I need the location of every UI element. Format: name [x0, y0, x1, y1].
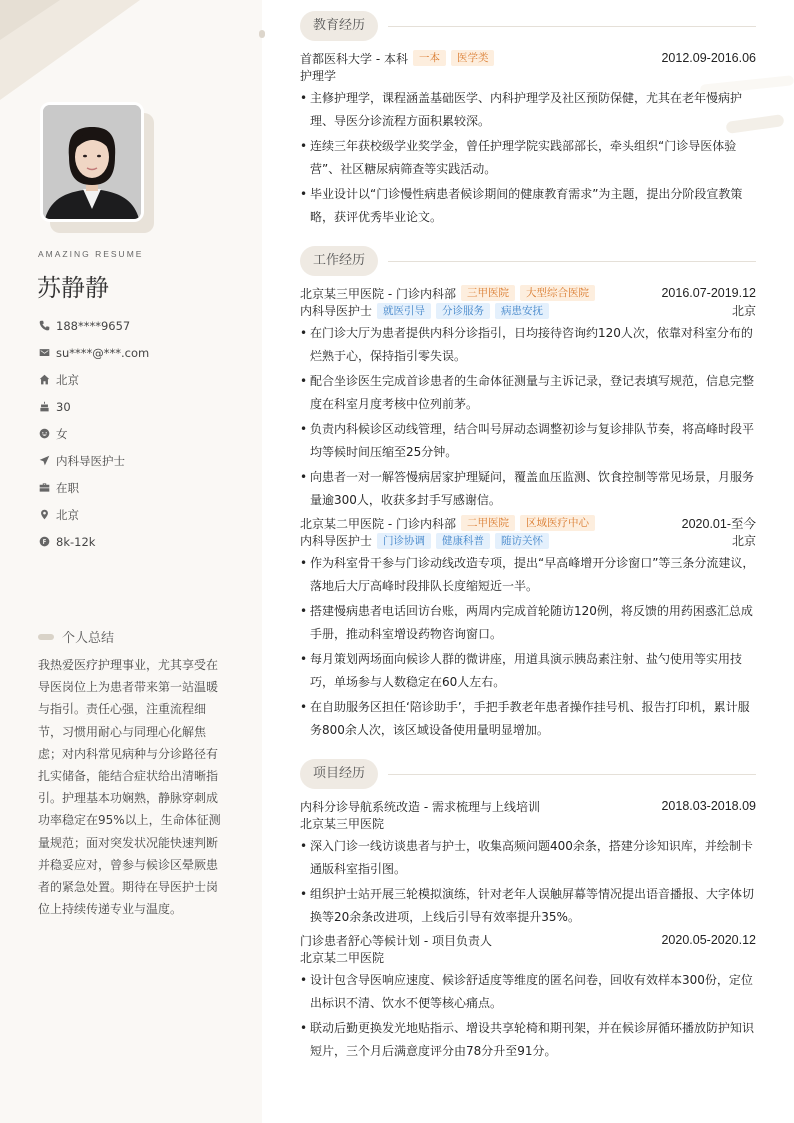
work-company: 北京某二甲医院 - 门诊内科部 [300, 516, 456, 531]
work-company-tag: 三甲医院 [461, 285, 515, 301]
project-entry-header [300, 931, 756, 949]
section-work-header [300, 246, 756, 276]
section-education-header [300, 11, 756, 41]
summary-text: 我热爱医疗护理事业，尤其享受在导医岗位上为患者带来第一站温暖与指引。责任心强，注重流程细节，习惯用耐心与同理心化解焦虑；对内科常见病种与分诊路径有扎实储备，能结合症状给出清晰指引。护理基本功娴熟，静脉穿刺成功率稳定在95%以上，生命体征测量规范；面对突发状况能快速判断并稳妥应对，曾参与候诊区晕厥患者的紧急处置。期待在导医护士岗位上持续传递专业与温度。 [38, 658, 221, 917]
portrait-image [43, 105, 141, 219]
section-divider [388, 261, 756, 262]
work-company-tag: 二甲医院 [461, 515, 515, 531]
decor-dot [259, 30, 265, 38]
list-item: • 深入门诊一线访谈患者与护士，收集高频问题400余条，搭建分诊知识库，并绘制卡通版科室指引图。 [300, 835, 756, 880]
info-home [38, 366, 248, 393]
education-entry-header [300, 49, 756, 67]
project-bullets [300, 969, 756, 1062]
work-bullets [300, 322, 756, 511]
info-home-text: 北京 [56, 372, 79, 387]
list-item: • 在自助服务区担任‘陪诊助手’，手把手教老年患者操作挂号机、报告打印机，累计服务800余人次，该区域设备使用量明显增加。 [300, 696, 756, 741]
contact-info-list [38, 312, 248, 555]
info-salary-text: 8k-12k [56, 534, 96, 549]
work-entry [300, 514, 756, 741]
main-content [300, 11, 756, 1080]
list-item: • 在门诊大厅为患者提供内科分诊指引，日均接待咨询约120人次，依靠对科室分布的烂熟于心，保持指引零失误。 [300, 322, 756, 367]
list-item: • 搭建慢病患者电话回访台账，两周内完成首轮随访120例，将反馈的用药困惑汇总成手册，推动科室增设药物咨询窗口。 [300, 600, 756, 645]
education-bullets [300, 87, 756, 228]
list-item: • 作为科室骨干参与门诊动线改造专项，提出“早高峰增开分诊窗口”等三条分流建议，落地后大厅高峰时段排队长度缩短近一半。 [300, 552, 756, 597]
info-email-text: su****@***.com [56, 345, 150, 360]
work-entry-header [300, 514, 756, 532]
work-date: 2016.07-2019.12 [661, 286, 756, 300]
section-divider [388, 774, 756, 775]
project-bullets [300, 835, 756, 928]
education-major: 护理学 [300, 69, 337, 83]
list-item: • 主修护理学，课程涵盖基础医学、内科护理学及社区预防保健，尤其在老年慢病护理、导医分诊流程方面积累较深。 [300, 87, 756, 132]
info-position-text: 内科导医护士 [56, 453, 125, 468]
work-company-tag: 大型综合医院 [520, 285, 595, 301]
work-skill-tag: 健康科普 [436, 533, 490, 549]
tagline: AMAZING RESUME [38, 249, 144, 259]
info-email [38, 339, 248, 366]
work-company: 北京某三甲医院 - 门诊内科部 [300, 286, 456, 301]
info-age [38, 393, 248, 420]
section-work-title: 工作经历 [300, 246, 378, 276]
list-item: • 设计包含导医响应速度、候诊舒适度等维度的匿名问卷，回收有效样本300份，定位出标识不清、饮水不便等核心痛点。 [300, 969, 756, 1014]
project-org-row [300, 815, 756, 833]
gender-icon [38, 428, 50, 440]
project-name: 内科分诊导航系统改造 - 需求梳理与上线培训 [300, 799, 540, 814]
education-date: 2012.09-2016.06 [661, 51, 756, 65]
avatar [40, 102, 144, 222]
work-date: 2020.01-至今 [681, 517, 756, 531]
project-name: 门诊患者舒心等候计划 - 项目负责人 [300, 933, 492, 948]
list-item: • 组织护士站开展三轮模拟演练，针对老年人误触屏幕等情况提出语音播报、大字体切换等20余条改进项，上线后引导有效率提升35%。 [300, 883, 756, 928]
section-projects [300, 759, 756, 1062]
email-icon [38, 347, 50, 359]
list-item: • 向患者一对一解答慢病居家护理疑问，覆盖血压监测、饮食控制等常见场景，月服务量逾300人，收获多封手写感谢信。 [300, 466, 756, 511]
info-location [38, 501, 248, 528]
project-entry [300, 797, 756, 928]
info-position [38, 447, 248, 474]
project-date: 2020.05-2020.12 [661, 933, 756, 947]
summary-heading [38, 627, 114, 646]
candidate-name: 苏静静 [37, 274, 109, 302]
education-school: 首都医科大学 - 本科 [300, 51, 408, 66]
work-role-row [300, 532, 756, 550]
work-entry-header [300, 284, 756, 302]
section-work [300, 246, 756, 741]
list-item: • 配合坐诊医生完成首诊患者的生命体征测量与主诉记录，登记表填写规范，信息完整度在科室月度考核中位列前茅。 [300, 370, 756, 415]
info-status-text: 在职 [56, 480, 79, 495]
education-tag: 一本 [413, 50, 446, 66]
info-gender [38, 420, 248, 447]
info-phone [38, 312, 248, 339]
summary-heading-bar [38, 634, 54, 640]
work-skill-tag: 就医引导 [377, 303, 431, 319]
project-entry-header [300, 797, 756, 815]
work-city: 北京 [731, 304, 756, 318]
work-bullets [300, 552, 756, 741]
phone-icon [38, 320, 50, 332]
work-city: 北京 [731, 534, 756, 548]
education-major-row [300, 67, 756, 85]
section-education [300, 11, 756, 228]
education-tag: 医学类 [451, 50, 495, 66]
work-skill-tag: 门诊协调 [377, 533, 431, 549]
salary-icon [38, 536, 50, 548]
list-item: • 毕业设计以“门诊慢性病患者候诊期间的健康教育需求”为主题，提出分阶段宣教策略，获评优秀毕业论文。 [300, 183, 756, 228]
work-skill-tag: 病患安抚 [495, 303, 549, 319]
work-skill-tag: 分诊服务 [436, 303, 490, 319]
location-pin-icon [38, 509, 50, 521]
project-org: 北京某三甲医院 [300, 817, 385, 831]
work-company-tag: 区域医疗中心 [520, 515, 595, 531]
section-projects-title: 项目经历 [300, 759, 378, 789]
section-education-title: 教育经历 [300, 11, 378, 41]
work-entry [300, 284, 756, 511]
project-entry [300, 931, 756, 1062]
section-divider [388, 26, 756, 27]
info-location-text: 北京 [56, 507, 79, 522]
briefcase-icon [38, 482, 50, 494]
info-status [38, 474, 248, 501]
list-item: • 联动后勤更换发光地贴指示、增设共享轮椅和期刊架，并在候诊屏循环播放防护知识短片，三个月后满意度评分由78分升至91分。 [300, 1017, 756, 1062]
home-icon [38, 374, 50, 386]
list-item: • 每月策划两场面向候诊人群的微讲座，用道具演示胰岛素注射、盐勺使用等实用技巧，单场参与人数稳定在60人左右。 [300, 648, 756, 693]
info-age-text: 30 [56, 399, 71, 414]
info-gender-text: 女 [56, 426, 68, 441]
list-item: • 连续三年获校级学业奖学金，曾任护理学院实践部部长，牵头组织“门诊导医体验营”、社区糖尿病筛查等实践活动。 [300, 135, 756, 180]
work-skill-tag: 随访关怀 [495, 533, 549, 549]
project-org-row [300, 949, 756, 967]
project-date: 2018.03-2018.09 [661, 799, 756, 813]
info-salary [38, 528, 248, 555]
send-icon [38, 455, 50, 467]
decor-triangle-inner [0, 0, 60, 40]
info-phone-text: 188****9657 [56, 318, 131, 333]
project-org: 北京某二甲医院 [300, 951, 385, 965]
cake-icon [38, 401, 50, 413]
section-projects-header [300, 759, 756, 789]
summary-title: 个人总结 [62, 631, 115, 646]
work-role: 内科导医护士 [300, 534, 373, 548]
list-item: • 负责内科候诊区动线管理，结合叫号屏动态调整初诊与复诊排队节奏，将高峰时段平均等候时间压缩至25分钟。 [300, 418, 756, 463]
work-role-row [300, 302, 756, 320]
work-role: 内科导医护士 [300, 304, 373, 318]
